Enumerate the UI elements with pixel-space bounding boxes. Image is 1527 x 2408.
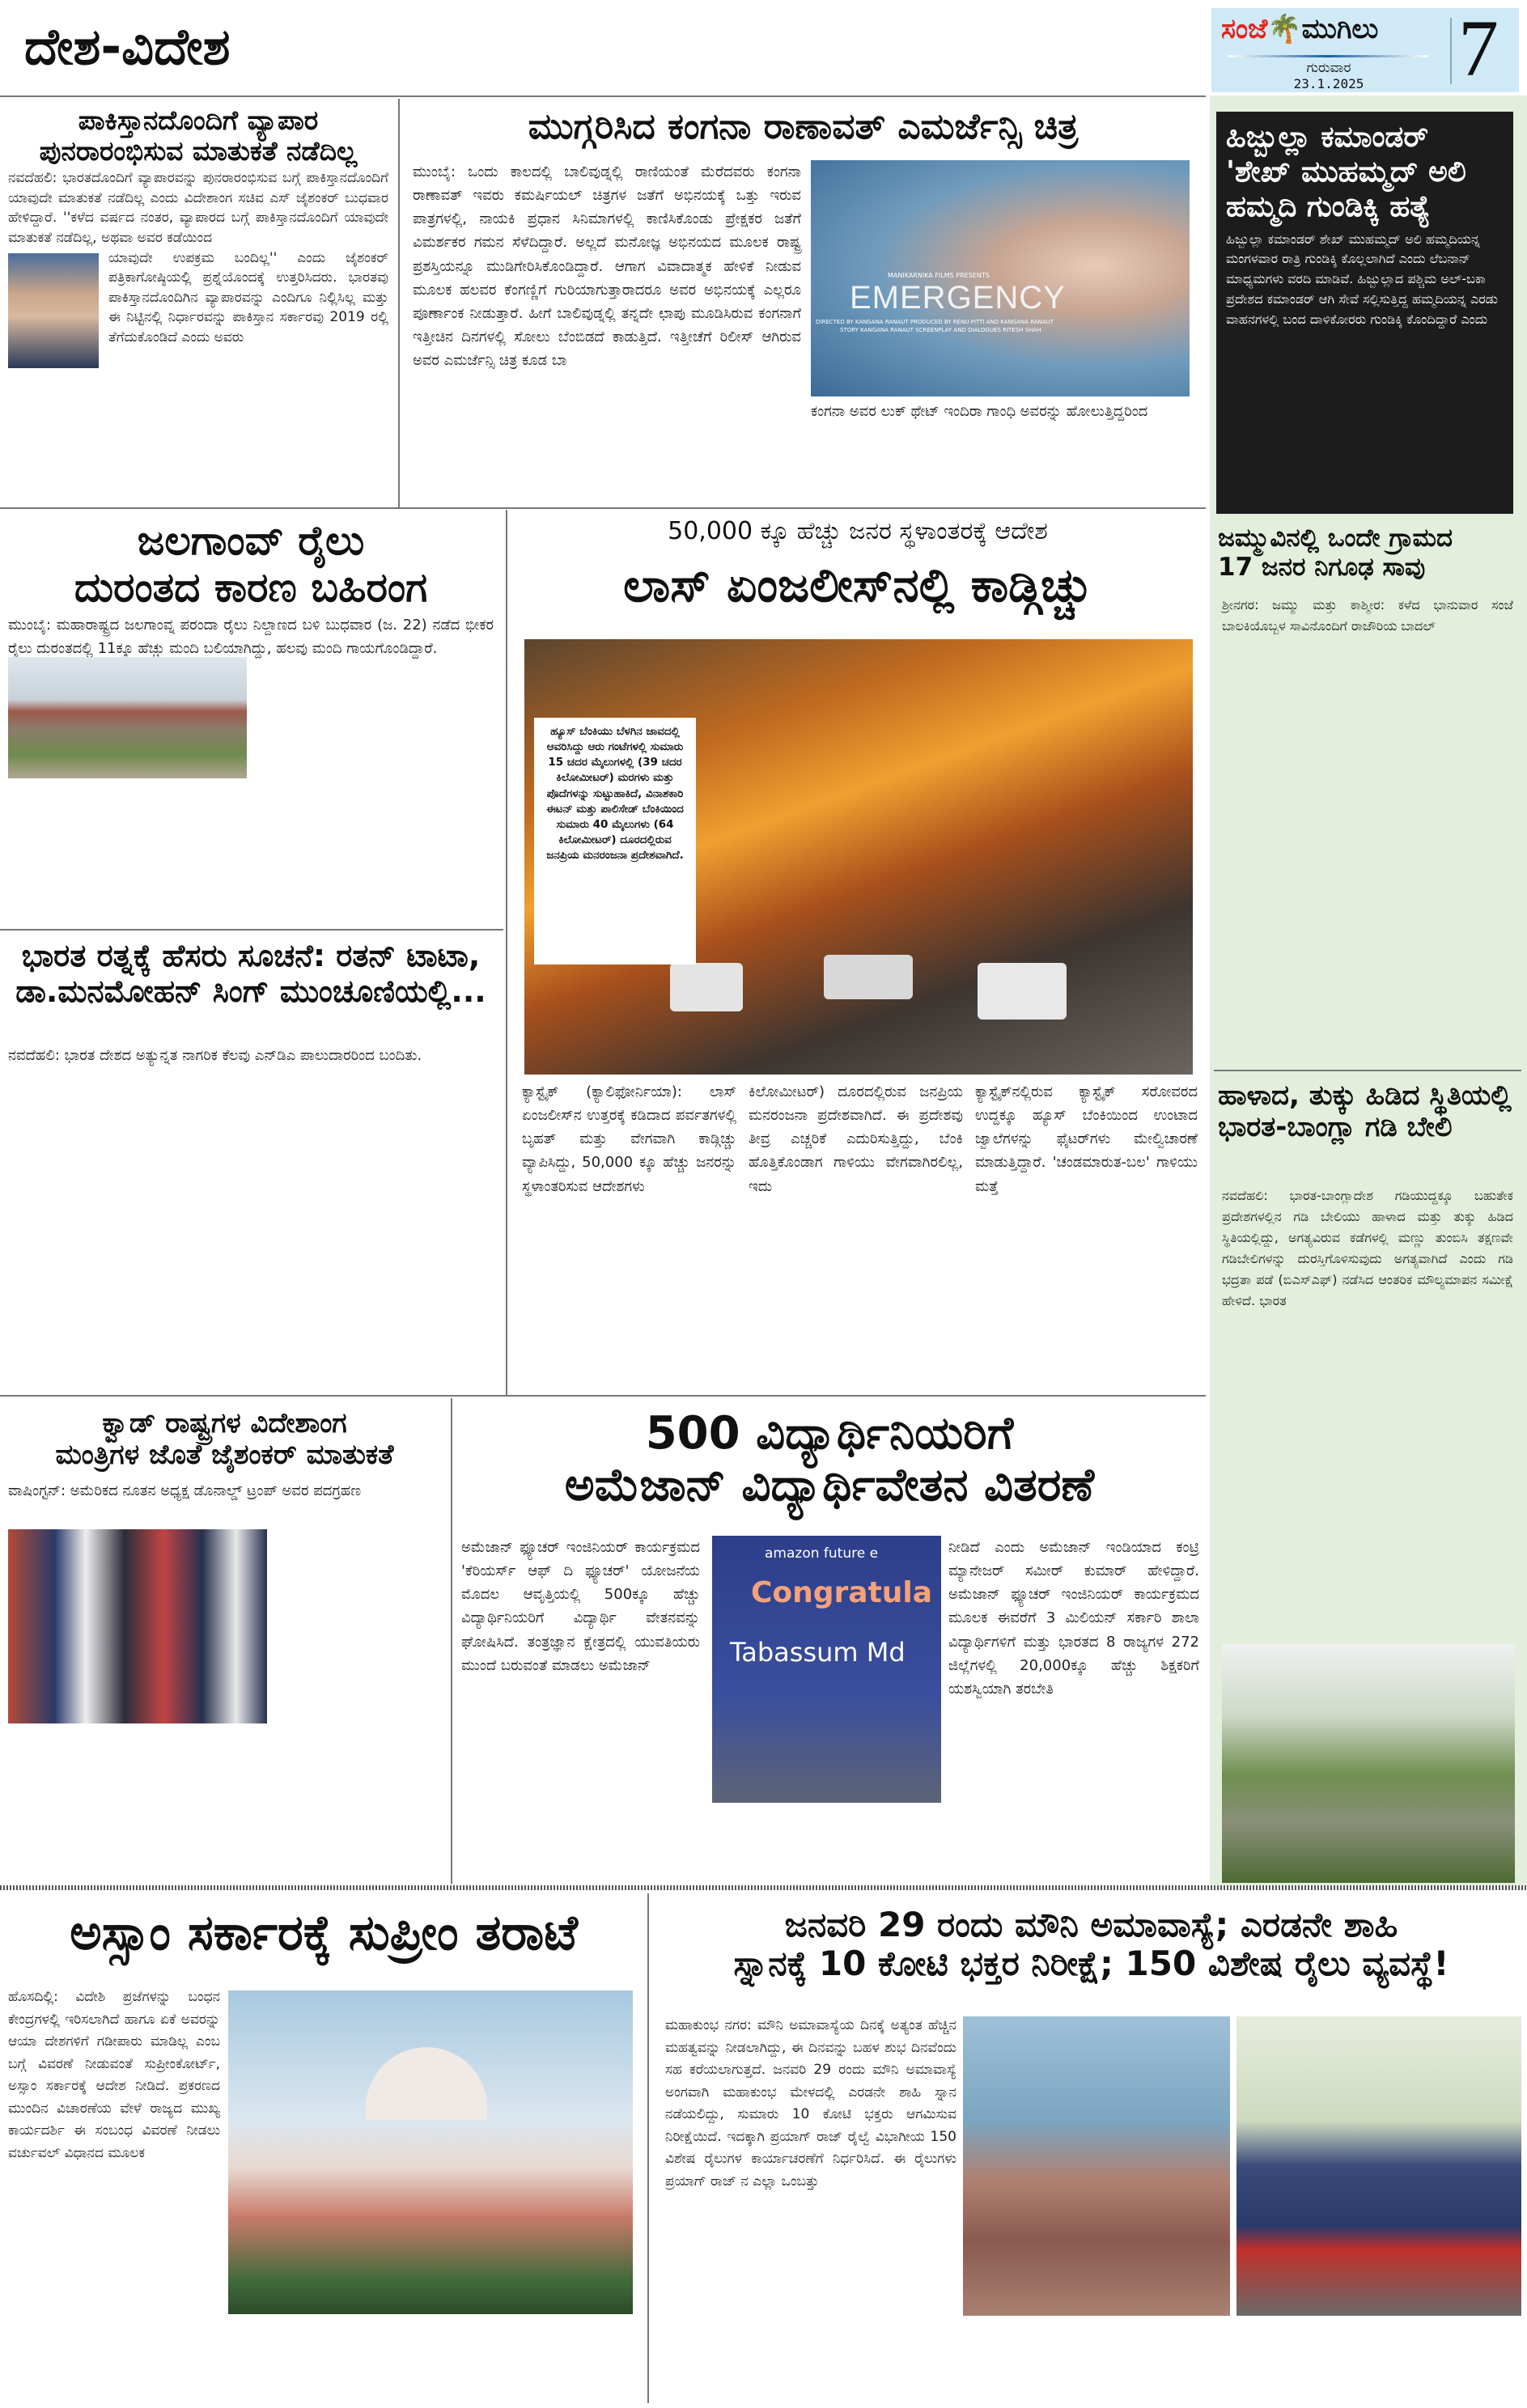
section-title: ದೇಶ-ವಿದೇಶ [24, 17, 231, 76]
masthead-rule [0, 95, 1206, 97]
divider [451, 1398, 452, 1884]
section-separator [0, 1885, 1527, 1890]
jalgaon-body: ಮುಂಬೈ: ಮಹಾರಾಷ್ಟ್ರದ ಜಲಗಾಂವ್ನ ಪರಂದಾ ರೈಲು ನಿಲ್ದಾಣದ ಬಳಿ ಬುಧವಾರ (ಜ. 22) ನಡೆದ ಭೀಕರ ರೈಲು ದುರಂತದಲ್ಲಿ 11ಕ್ಕೂ ಹೆಚ್ಚು ಮಂದಿ ಬಲಿಯಾಗಿದ್ದು, ಹಲವು ಮಂದಿ ಗಾಯಗೊಂಡಿದ್ದಾರೆ. [8, 617, 494, 658]
jalgaon-headline [0, 518, 502, 611]
la-callout-box [534, 718, 696, 964]
kumbh-body: ಮಹಾಕುಂಭ ನಗರ: ಮೌನಿ ಅಮಾವಾಸ್ಯೆಯ ದಿನಕ್ಕೆ ಅತ್ಯಂತ ಹೆಚ್ಚಿನ ಮಹತ್ವವನ್ನು ನೀಡಲಾಗಿದ್ದು, ಈ ದಿನವನ್ನು ಬಹಳ ಶುಭ ದಿನವೆಂದು ಸಹ ಕರೆಯಲಾಗುತ್ತದೆ. ಜನವರಿ 29 ರಂದು ಮೌನಿ ಅಮಾವಾಸ್ಯೆ ಅಂಗವಾಗಿ ಮಹಾಕುಂಭ ಮೇಳದಲ್ಲಿ ಎರಡನೇ ಶಾಹಿ ಸ್ನಾನ ನಡೆಯಲಿದ್ದು, ಸುಮಾರು 10 ಕೋಟಿ ಭಕ್ತರು ಆಗಮಿಸುವ ನಿರೀಕ್ಷೆಯಿದೆ. ಇದಕ್ಕಾಗಿ ಪ್ರಯಾಗ್ ರಾಜ್ ರೈಲ್ವೆ ವಿಭಾಗೀಯ 150 ವಿಶೇಷ ರೈಲುಗಳ ಕಾರ್ಯಾಚರಣೆಗೆ ನಿರ್ಧರಿಸಿದೆ. ಈ ರೈಲುಗಳು ಪ್ರಯಾಗ್ ರಾಜ್ ನ ಎಲ್ಲಾ ಒಂಬತ್ತು [665, 2017, 956, 2190]
logo-text-black: ಮುಗಿಲು [1301, 13, 1379, 45]
hezbollah-body: ಹಿಜ್ಬುಲ್ಲಾ ಕಮಾಂಡರ್ ಶೇಖ್ ಮುಹಮ್ಮದ್ ಅಲಿ ಹಮ್ಮದಿಯನ್ನ ಮಂಗಳವಾರ ರಾತ್ರಿ ಗುಂಡಿಕ್ಕಿ ಕೊಲ್ಲಲಾಗಿದೆ ಎಂದು ಲೆಬನಾನ್ ಮಾಧ್ಯಮಗಳು ವರದಿ ಮಾಡಿವೆ. ಹಿಜ್ಬುಲ್ಲಾದ ಪಶ್ಚಿಮ ಅಲ್-ಬಕಾ ಪ್ರದೇಶದ ಕಮಾಂಡರ್ ಆಗಿ ಸೇವೆ ಸಲ್ಲಿಸುತ್ತಿದ್ದ ಹಮ್ಮದಿಯನ್ನ ಎರಡು ವಾಹನಗಳಲ್ಲಿ ಬಂದ ದಾಳಿಕೋರರು ಗುಂಡಿಕ್ಕಿ ಕೊಂದಿದ್ದಾರೆ ಎಂದು [1226, 231, 1498, 327]
headline-line: ಪಾಕಿಸ್ತಾನದೊಂದಿಗೆ ವ್ಯಾಪಾರ [78, 104, 319, 136]
headline-line: 17 ಜನರ ನಿಗೂಢ ಸಾವು [1218, 552, 1426, 582]
date-label: 23.1.2025 [1293, 76, 1364, 91]
train-bridge-photo [8, 657, 247, 778]
masthead-box [1211, 3, 1519, 93]
kangana-body: ಮುಂಬೈ: ಒಂದು ಕಾಲದಲ್ಲಿ ಬಾಲಿವುಡ್ನಲ್ಲಿ ರಾಣಿಯಂತೆ ಮೆರೆದವರು ಕಂಗನಾ ರಾಣಾವತ್ ಇವರು ಕಮರ್ಷಿಯಲ್ ಚಿತ್ರಗಳ ಜತೆಗೆ ಅಭಿನಯಕ್ಕೆ ಒತ್ತು ಇರುವ ಪಾತ್ರಗಳಲ್ಲಿ, ನಾಯಕಿ ಪ್ರಧಾನ ಸಿನಿಮಾಗಳಲ್ಲಿ ಕಾಣಿಸಿಕೊಂಡು ಪ್ರೇಕ್ಷಕರ ಜತೆಗೆ ವಿಮರ್ಶಕರ ಗಮನ ಸೆಳೆದಿದ್ದಾರೆ. ಅಲ್ಲದೆ ಮನೋಜ್ಞ ಅಭಿನಯದ ಮೂಲಕ ರಾಷ್ಟ್ರ ಪ್ರಶಸ್ತಿಯನ್ನೂ ಮುಡಿಗೇರಿಸಿಕೊಂಡಿದ್ದಾರೆ. ಆಗಾಗ ವಿವಾದಾತ್ಮಕ ಹೇಳಿಕೆ ನೀಡುವ ಮೂಲಕ ಹಲವರ ಕೆಂಗಣ್ಣಿಗೆ ಗುರಿಯಾಗುತ್ತಾರಾದರೂ ಅವರ ಅಭಿನಯಕ್ಕೆ ಎಲ್ಲರೂ ಪೂರ್ಣಾಂಕ ನೀಡುತ್ತಾರೆ. ಹೀಗೆ ಬಾಲಿವುಡ್ನಲ್ಲಿ ತನ್ನದೇ ಛಾಪು ಮೂಡಿಸಿರುವ ಕಂಗನಾಗೆ ಇತ್ತೀಚಿನ ದಿನಗಳಲ್ಲಿ ಸೋಲು ಬೆಂಬಿಡದೆ ಕಾಡುತ್ತಿದೆ. ಇತ್ತೀಚೆಗೆ ರಿಲೀಸ್ ಆಗಿರುವ ಅವರ ಎಮರ್ಜೆನ್ಸಿ ಚಿತ್ರ ಕೂಡ ಬಾ [413, 163, 801, 370]
assam-body: ಹೊಸದಿಲ್ಲಿ: ವಿದೇಶಿ ಪ್ರಜೆಗಳನ್ನು ಬಂಧನ ಕೇಂದ್ರಗಳಲ್ಲಿ ಇರಿಸಲಾಗಿದೆ ಹಾಗೂ ಏಕೆ ಅವರನ್ನು ಆಯಾ ದೇಶಗಳಿಗೆ ಗಡೀಪಾರು ಮಾಡಿಲ್ಲ ಎಂಬ ಬಗ್ಗೆ ವಿವರಣೆ ನೀಡುವಂತೆ ಸುಪ್ರೀಂಕೋರ್ಟ್, ಅಸ್ಸಾಂ ಸರ್ಕಾರಕ್ಕೆ ಆದೇಶ ನೀಡಿದೆ. ಪ್ರಕರಣದ ಮುಂದಿನ ವಿಚಾರಣೆಯ ವೇಳೆ ರಾಜ್ಯದ ಮುಖ್ಯ ಕಾರ್ಯದರ್ಶಿ ಈ ಸಂಬಂಧ ವಿವರಣೆ ನೀಡಲು ವರ್ಚುವಲ್ ವಿಧಾನದ ಮೂಲಕ [8, 1989, 220, 2161]
awardee-name: Tabassum Md [730, 1637, 906, 1668]
bharat-ratna-headline: ಭಾರತ ರತ್ನಕ್ಕೆ ಹೆಸರು ಸೂಚನೆ: ರತನ್ ಟಾಟಾ, ಡಾ.ಮನಮೋಹನ್ ಸಿಂಗ್ ಮುಂಚೂಣಿಯಲ್ಲಿ... [15, 938, 486, 1009]
fire-truck [978, 963, 1067, 1020]
kumbh-headline [655, 1906, 1527, 1984]
day-label: ಗುರುವಾರ [1306, 60, 1351, 76]
quad-headline [0, 1408, 449, 1471]
pakistan-headline [0, 105, 397, 167]
amazon-award-photo [712, 1536, 941, 1803]
poster-credits: DIRECTED BY KANGANA RANAUT PRODUCED BY RENU PITTI AND KANGANA RANAUT [816, 319, 1054, 325]
divider [506, 510, 507, 1396]
la-body-col1: ಕ್ಯಾಸ್ಟೈಕ್ (ಕ್ಯಾಲಿಫೋರ್ನಿಯಾ): ಲಾಸ್ ಏಂಜಲೀಸ್‌ನ ಉತ್ತರಕ್ಕೆ ಕಡಿದಾದ ಪರ್ವತಗಳಲ್ಲಿ ಬೃಹತ್ ಮತ್ತು ವೇಗವಾಗಿ ಕಾಡ್ಗಿಚ್ಚು ವ್ಯಾಪಿಸಿದ್ದು, 50,000 ಕ್ಕೂ ಹೆಚ್ಚು ಜನರನ್ನು ಸ್ಥಳಾಂತರಿಸುವ ಆದೇಶಗಳು [522, 1083, 736, 1195]
divider [647, 1893, 649, 2403]
page-number: 7 [1458, 3, 1499, 93]
headline-line: ಜಮ್ಮುವಿನಲ್ಲಿ ಒಂದೇ ಗ್ರಾಮದ [1218, 524, 1453, 553]
la-headline: ಲಾಸ್ ಏಂಜಲೀಸ್‌ನಲ್ಲಿ ಕಾಡ್ಗಿಚ್ಚು [623, 557, 1092, 613]
pickup-truck [824, 955, 913, 999]
headline-line: ದುರಂತದ ಕಾರಣ ಬಹಿರಂಗ [74, 563, 428, 611]
divider [0, 507, 1206, 509]
divider [398, 99, 400, 507]
headline-line: ಕ್ವಾಡ್ ರಾಷ್ಟ್ರಗಳ ವಿದೇಶಾಂಗ [102, 1407, 347, 1439]
train-locomotive-photo [1236, 2016, 1521, 2316]
jammu-body: ಶ್ರೀನಗರ: ಜಮ್ಮು ಮತ್ತು ಕಾಶ್ಮೀರ: ಕಳೆದ ಭಾನುವಾರ ಸಂಜೆ ಬಾಲಕಿಯೊಬ್ಬಳ ಸಾವಿನೊಂದಿಗೆ ರಾಜೌರಿಯ ಬಾದಲ್ [1222, 597, 1513, 634]
congrats-text: Congratula [751, 1576, 933, 1609]
poster-presents: MANIKARNIKA FILMS PRESENTS [888, 272, 990, 279]
kumbh-crowd-photo [963, 2016, 1230, 2316]
court-dome [366, 2047, 487, 2120]
headline-line: ಅಮೆಜಾನ್ ವಿದ್ಯಾರ್ಥಿವೇತನ ವಿತರಣೆ [564, 1459, 1095, 1512]
pakistan-story [8, 168, 388, 371]
logo-text-red: ಸಂಜೆ [1221, 13, 1268, 45]
logo [1221, 13, 1378, 45]
hezbollah-headline: ಹಿಜ್ಬುಲ್ಲಾ ಕಮಾಂಡರ್ 'ಶೇಖ್ ಮುಹಮ್ಮದ್ ಅಲಿ ಹಮ್ಮದಿ ಗುಂಡಿಕ್ಕಿ ಹತ್ಯೆ [1226, 121, 1466, 224]
headline-line: ಪುನರಾರಂಭಿಸುವ ಮಾತುಕತೆ ನಡೆದಿಲ್ಲ [39, 134, 358, 167]
la-body-col2: ಕಿಲೋಮೀಟರ್) ದೂರದಲ್ಲಿರುವ ಜನಪ್ರಿಯ ಮನರಂಜನಾ ಪ್ರದೇಶವಾಗಿದೆ. ಈ ಪ್ರದೇಶವು ತೀವ್ರ ಎಚ್ಚರಿಕೆ ಎದುರಿಸುತ್ತಿದ್ದು, ಬೆಂಕಿ ಹೊತ್ತಿಕೊಂಡಾಗ ಗಾಳಿಯು ವೇಗವಾಗಿರಲಿಲ್ಲ, ಇದು [749, 1083, 963, 1195]
la-callout-text: ಹ್ಯೂಸ್ ಬೆಂಕಿಯು ಬೆಳಗಿನ ಜಾವದಲ್ಲಿ ಆವರಿಸಿದ್ದು ಆರು ಗಂಟೆಗಳಲ್ಲಿ ಸುಮಾರು 15 ಚದರ ಮೈಲುಗಳಲ್ಲಿ (39 ಚದರ ಕಿಲೋಮೀಟರ್) ಮರಗಳು ಮತ್ತು ಪೊದೆಗಳನ್ನು ಸುಟ್ಟುಹಾಕಿದೆ, ವಿನಾಶಕಾರಿ ಈಟನ್ ಮತ್ತು ಪಾಲಿಸೇಡ್ ಬೆಂಕಿಯಿಂದ ಸುಮಾರು 40 ಮೈಲುಗಳು (64 ಕಿಲೋಮೀಟರ್) ದೂರದಲ್ಲಿರುವ ಜನಪ್ರಿಯ ಮನರಂಜನಾ ಪ್ರದೇಶವಾಗಿದೆ. [546, 725, 684, 863]
bsf-border-photo [1222, 1644, 1515, 1883]
divider [1214, 1070, 1521, 1071]
divider [0, 929, 503, 931]
poster-title: EMERGENCY [850, 280, 1066, 316]
kangana-headline: ಮುಗ್ಗರಿಸಿದ ಕಂಗನಾ ರಾಣಾವತ್ ಎಮರ್ಜೆನ್ಸಿ ಚಿತ್ರ [528, 106, 1079, 147]
headline-line: 500 ವಿದ್ಯಾರ್ಥಿನಿಯರಿಗೆ [645, 1407, 1014, 1460]
headline-line: ಮಂತ್ರಿಗಳ ಜೊತೆ ಜೈಶಂಕರ್ ಮಾತುಕತೆ [55, 1439, 394, 1472]
emergency-poster [811, 160, 1190, 396]
headline-line: ಜಲಗಾಂವ್ ರೈಲು [137, 517, 365, 564]
amazon-banner-text: amazon future e [765, 1545, 879, 1562]
amazon-body-left: ಅಮೆಜಾನ್ ಫ್ಯೂಚರ್ ಇಂಜಿನಿಯರ್ ಕಾರ್ಯಕ್ರಮದ 'ಕೆರಿಯರ್ಸ್ ಆಫ್ ದಿ ಫ್ಯೂಚರ್' ಯೋಜನೆಯ ಮೊದಲ ಆವೃತ್ತಿಯಲ್ಲಿ 500ಕ್ಕೂ ಹೆಚ್ಚು ವಿದ್ಯಾರ್ಥಿನಿಯರಿಗೆ ವಿದ್ಯಾರ್ಥಿ ವೇತನವನ್ನು ಘೋಷಿಸಿದೆ. ತಂತ್ರಜ್ಞಾನ ಕ್ಷೇತ್ರದಲ್ಲಿ ಯುವತಿಯರು ಮುಂದೆ ಬರುವಂತೆ ಮಾಡಲು ಅಮೆಜಾನ್ [461, 1539, 700, 1674]
amazon-body-right: ನೀಡಿದೆ ಎಂದು ಅಮೆಜಾನ್ ಇಂಡಿಯಾದ ಕಂಟ್ರಿ ಮ್ಯಾನೇಜರ್ ಸಮೀರ್ ಕುಮಾರ್ ಹೇಳಿದ್ದಾರೆ. ಅಮೆಜಾನ್ ಫ್ಯೂಚರ್ ಇಂಜಿನಿಯರ್ ಕಾರ್ಯಕ್ರಮದ ಮೂಲಕ ಈವರೆಗೆ 3 ಮಿಲಿಯನ್ ಸರ್ಕಾರಿ ಶಾಲಾ ವಿದ್ಯಾರ್ಥಿಗಳಿಗೆ ಮತ್ತು ಭಾರತದ 8 ರಾಜ್ಯಗಳ 272 ಜಿಲ್ಲೆಗಳಲ್ಲಿ 20,000ಕ್ಕೂ ಹೆಚ್ಚು ಶಿಕ್ಷಕರಿಗೆ ಯಶಸ್ವಿಯಾಗಿ ತರಬೇತಿ [948, 1539, 1199, 1698]
la-body-col3: ಕ್ಯಾಸ್ಟೈಕ್‌ನಲ್ಲಿರುವ ಕ್ಯಾಸ್ಟೈಕ್ ಸರೋವರದ ಉದ್ದಕ್ಕೂ ಹ್ಯೂಸ್ ಬೆಂಕಿಯಿಂದ ಉಂಟಾದ ಜ್ವಾಲೆಗಳನ್ನು ಫೈಟರ್‌ಗಳು ಮೇಲ್ವಿಚಾರಣೆ ಮಾಡುತ್ತಿದ್ದಾರೆ. 'ಚಂಡಮಾರುತ-ಬಲ' ಗಾಳಿಯು ಮತ್ತೆ [975, 1083, 1198, 1195]
bharat-ratna-body: ನವದೆಹಲಿ: ಭಾರತ ದೇಶದ ಅತ್ಯುನ್ನತ ನಾಗರಿಕ ಕೆಲವು ಎನ್‌ಡಿಎ ಪಾಲುದಾರರಿಂದ ಬಂದಿತು. [8, 1047, 422, 1064]
assam-headline: ಅಸ್ಸಾಂ ಸರ್ಕಾರಕ್ಕೆ ಸುಪ್ರೀಂ ತರಾಟೆ [70, 1905, 578, 1961]
la-kicker: 50,000 ಕ್ಕೂ ಹೆಚ್ಚು ಜನರ ಸ್ಥಳಾಂತರಕ್ಕೆ ಆದೇಶ [668, 517, 1048, 545]
headline-line: ಜನವರಿ 29 ರಂದು ಮೌನಿ ಅಮಾವಾಸ್ಯೆ; ಎರಡನೇ ಶಾಹಿ [784, 1905, 1398, 1944]
hezbollah-box [1216, 112, 1513, 514]
supreme-court-photo [228, 1990, 633, 2314]
amazon-headline [453, 1408, 1206, 1512]
masthead-divider [1450, 18, 1452, 84]
jaishankar-photo [8, 253, 99, 368]
bangla-headline: ಹಾಳಾದ, ತುಕ್ಕು ಹಿಡಿದ ಸ್ಥಿತಿಯಲ್ಲಿ ಭಾರತ-ಬಾಂಗ್ಲಾ ಗಡಿ ಬೇಲಿ [1218, 1079, 1512, 1144]
headline-line: ಸ್ನಾನಕ್ಕೆ 10 ಕೋಟಿ ಭಕ್ತರ ನಿರೀಕ್ಷೆ; 150 ವಿಶೇಷ ರೈಲು ವ್ಯವಸ್ಥೆ! [733, 1944, 1449, 1984]
quad-ministers-photo [8, 1529, 267, 1723]
bangla-body: ನವದೆಹಲಿ: ಭಾರತ-ಬಾಂಗ್ಲಾದೇಶ ಗಡಿಯುದ್ದಕ್ಕೂ ಬಹುತೇಕ ಪ್ರದೇಶಗಳಲ್ಲಿನ ಗಡಿ ಬೇಲಿಯು ಹಾಳಾದ ಮತ್ತು ತುಕ್ಕು ಹಿಡಿದ ಸ್ಥಿತಿಯಲ್ಲಿದ್ದು, ಅಗತ್ಯವಿರುವ ಕಡೆಗಳಲ್ಲಿ ಮಣ್ಣು ತುಂಬಿಸಿ ತಕ್ಷಣವೇ ಗಡಿಬೇಲಿಗಳನ್ನು ದುರಸ್ತಿಗೊಳಿಸುವುದು ಅಗತ್ಯವಾಗಿದೆ ಎಂದು ಗಡಿ ಭದ್ರತಾ ಪಡೆ (ಬಿಎಸ್‌ಎಫ್) ನಡೆಸಿದ ಆಂತರಿಕ ಮೌಲ್ಯಮಾಪನ ಸಮೀಕ್ಷೆ ಹೇಳಿದೆ. ಭಾರತ [1222, 1188, 1513, 1308]
pickup-truck [670, 963, 743, 1011]
pakistan-body: ಯಾವುದೇ ಉಪಕ್ರಮ ಬಂದಿಲ್ಲ'' ಎಂದು ಜೈಶಂಕರ್ ಪತ್ರಿಕಾಗೋಷ್ಠಿಯಲ್ಲಿ ಪ್ರಶ್ನೆಯೊಂದಕ್ಕೆ ಉತ್ತರಿಸಿದರು. ಭಾರತವು ಪಾಕಿಸ್ತಾನದೊಂದಿಗಿನ ವ್ಯಾಪಾರವನ್ನು ಎಂದಿಗೂ ನಿಲ್ಲಿಸಿಲ್ಲ ಮತ್ತು ಈ ನಿಟ್ಟಿನಲ್ಲಿ ನಿರ್ಧಾರವನ್ನು ಪಾಕಿಸ್ತಾನ ಸರ್ಕಾರವು 2019 ರಲ್ಲಿ ತೆಗೆದುಕೊಂಡಿದೆ ಎಂದು ಅವರು [108, 249, 388, 346]
poster-credits: STORY KANGANA RANAUT SCREENPLAY AND DIALOGUES RITESH SHAH [840, 327, 1041, 333]
kangana-caption: ಕಂಗನಾ ಅವರ ಲುಕ್ ಥೇಟ್ ಇಂದಿರಾ ಗಾಂಧಿ ಅವರನ್ನು ಹೋಲುತ್ತಿದ್ದರಿಂದ [811, 403, 1148, 420]
jammu-headline [1218, 524, 1517, 582]
quad-body: ವಾಷಿಂಗ್ಟನ್: ಅಮೆರಿಕದ ನೂತನ ಅಧ್ಯಕ್ಷ ಡೊನಾಲ್ಡ್ ಟ್ರಂಪ್ ಅವರ ಪದಗ್ರಹಣ [8, 1482, 362, 1499]
palm-sun-icon: 🌴 [1267, 13, 1302, 45]
logo-underline [1228, 55, 1428, 57]
pakistan-body-top: ನವದೆಹಲಿ: ಭಾರತದೊಂದಿಗೆ ವ್ಯಾಪಾರವನ್ನು ಪುನರಾರಂಭಿಸುವ ಬಗ್ಗೆ ಪಾಕಿಸ್ತಾನದೊಂದಿಗೆ ಯಾವುದೇ ಮಾತುಕತೆ ನಡೆದಿಲ್ಲ ಎಂದು ವಿದೇಶಾಂಗ ಸಚಿವ ಎಸ್ ಜೈಶಂಕರ್ ಬುಧವಾರ ಹೇಳಿದ್ದಾರೆ. ''ಕಳೆದ ವರ್ಷದ ನಂತರ, ವ್ಯಾಪಾರದ ಬಗ್ಗೆ ಪಾಕಿಸ್ತಾನದೊಂದಿಗೆ ಯಾವುದೇ ಮಾತುಕತೆ ನಡೆದಿಲ್ಲ, ಅಥವಾ ಅವರ ಕಡೆಯಿಂದ [8, 170, 388, 246]
divider [0, 1395, 1206, 1397]
